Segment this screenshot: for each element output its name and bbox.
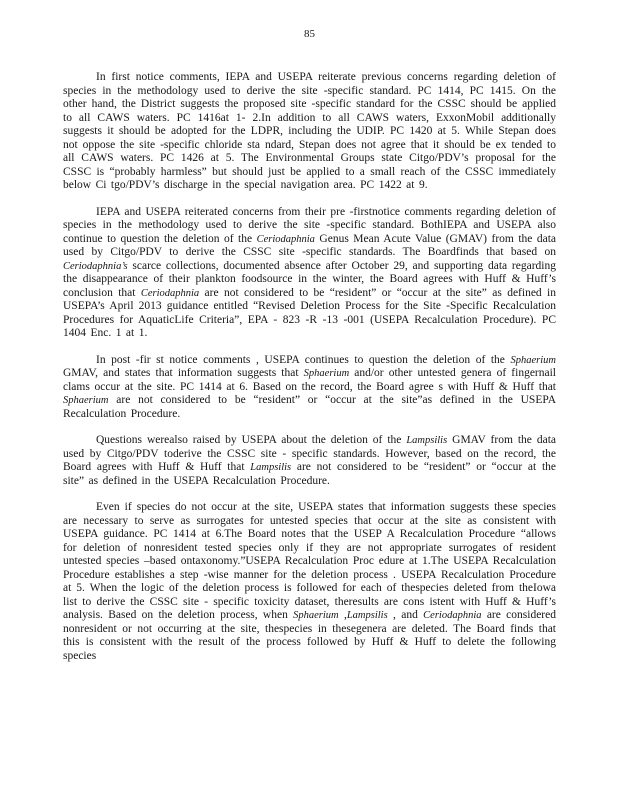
paragraph bbox=[63, 71, 556, 193]
paragraph-text: Questions werealso raised by USEPA about the deletion of the bbox=[96, 434, 407, 446]
paragraph-text: are not considered to be “resident” or “occur at the site”as defined in the USEPA Recalculation Procedure. bbox=[63, 394, 556, 420]
species-name-italic: Sphaerium bbox=[293, 610, 339, 621]
paragraph-text: In first notice comments, IEPA and USEPA reiterate previous concerns regarding deletion of species in the methodology used to derive the site -specific standard. PC 1414, PC 1415. On the other hand, the District suggests the proposed site -specific standard for the CSSC should be applied to all CAWS waters. PC 1416at 1- 2.In addition to all CAWS waters, ExxonMobil additionally suggests it should be adopted for the LDPR, including the UDIP. PC 1420 at 5. While Stepan does not oppose the site -specific chloride sta ndard, Stepan does not agree that it should be ex tended to all CAWS waters. PC 1426 at 5. The Environmental Groups state Citgo/PDV’s proposal for the CSSC is “probably harmless” but should just be applied to a small reach of the CSSC immediately below Ci tgo/PDV’s discharge in the special navigation area. PC 1422 at 9. bbox=[63, 71, 556, 191]
paragraph-text: are considered nonresident or not occurring at the site, thespecies in thesegenera are deleted. The Board finds that this is consistent with the result of the process followed by Huff & Huff to delete the following species bbox=[63, 609, 556, 662]
paragraph-text: In post -fir st notice comments , USEPA continues to question the deletion of the bbox=[96, 353, 511, 366]
species-name-italic: Sphaerium bbox=[63, 395, 109, 406]
species-name-italic: Sphaerium bbox=[510, 354, 556, 366]
paragraph bbox=[63, 206, 556, 341]
species-name-italic: Ceriodaphnia bbox=[423, 610, 482, 621]
paragraph bbox=[63, 354, 556, 422]
paragraph-text: , bbox=[338, 609, 347, 621]
paragraph-text: GMAV, and states that information suggests that bbox=[63, 367, 304, 379]
page-number: 85 bbox=[304, 28, 315, 40]
species-name-italic: Sphaerium bbox=[303, 368, 350, 379]
document-body bbox=[63, 71, 556, 663]
paragraph-text: are not considered to be “resident” or “occur at the site” as defined in USEPA’s April 2013 guidance entitled “Revised Deletion Process for the Site -Specific Recalculation Procedures for AquaticLife Criteria”, EPA - 823 -R -13 -001 (USEPA Recalculation Procedure). PC 1404 Enc. 1 at 1. bbox=[63, 286, 556, 339]
paragraph-text: Even if species do not occur at the site, USEPA states that information suggests these species are necessary to serve as surrogates for untested species that occur at the site as consistent with USEPA guidance. PC 1414 at 6.The Board notes that the USEP A Recalculation Procedure “allows for deletion of nonresident tested species only if they are not appropriate surrogates of resident untested species –based ontaxonomy.”USEPA Recalculation Proc edure at 1.The USEPA Recalculation Procedure establishes a step -wise manner for the deletion process . USEPA Recalculation Procedure at 5. When the logic of the deletion process is followed for each of thespecies deleted from theIowa list to derive the CSSC site - specific toxicity dataset, theresults are cons istent with Huff & Huff’s analysis. Based on the deletion process, when bbox=[63, 501, 556, 621]
paragraph-text: GMAV from the data used by Citgo/PDV toderive the CSSC site - specific standards. However, based on the record, the Board agrees with Huff & Huff that bbox=[63, 434, 556, 473]
paragraph-text: scarce collections, documented absence after October 29, and supporting data regarding the disappearance of their plankton foodsource in the winter, the Board agrees with Huff & Huff’s conclusion that bbox=[63, 259, 556, 299]
species-name-italic: Lampsilis bbox=[346, 610, 388, 621]
paragraph-text: IEPA and USEPA reiterated concerns from their pre -firstnotice comments regarding deletion of species in the methodology used to derive the site -specific standard. BothIEPA and USEPA also continue to question the deletion of the bbox=[63, 205, 556, 245]
species-name-italic: Ceriodaphnia’s bbox=[63, 260, 128, 272]
paragraph-text: and/or other untested genera of fingernail clams occur at the site. PC 1414 at 6. Based on the record, the Board agree s with Huff & Huff that bbox=[63, 367, 556, 393]
species-name-italic: Lampsilis bbox=[250, 462, 292, 473]
paragraph bbox=[63, 434, 556, 488]
species-name-italic: Lampsilis bbox=[406, 435, 448, 446]
paragraph-text: , and bbox=[387, 609, 424, 621]
paragraph-text: are not considered to be “resident” or “occur at the site” as defined in the USEPA Recalculation Procedure. bbox=[63, 461, 556, 487]
species-name-italic: Ceriodaphnia bbox=[256, 233, 315, 245]
paragraph bbox=[63, 501, 556, 663]
paragraph-text: Genus Mean Acute Value (GMAV) from the data used by Citgo/PDV to derive the CSSC site -specific standards. The Boardfinds that based on bbox=[63, 232, 557, 258]
species-name-italic: Ceriodaphnia bbox=[140, 287, 200, 299]
